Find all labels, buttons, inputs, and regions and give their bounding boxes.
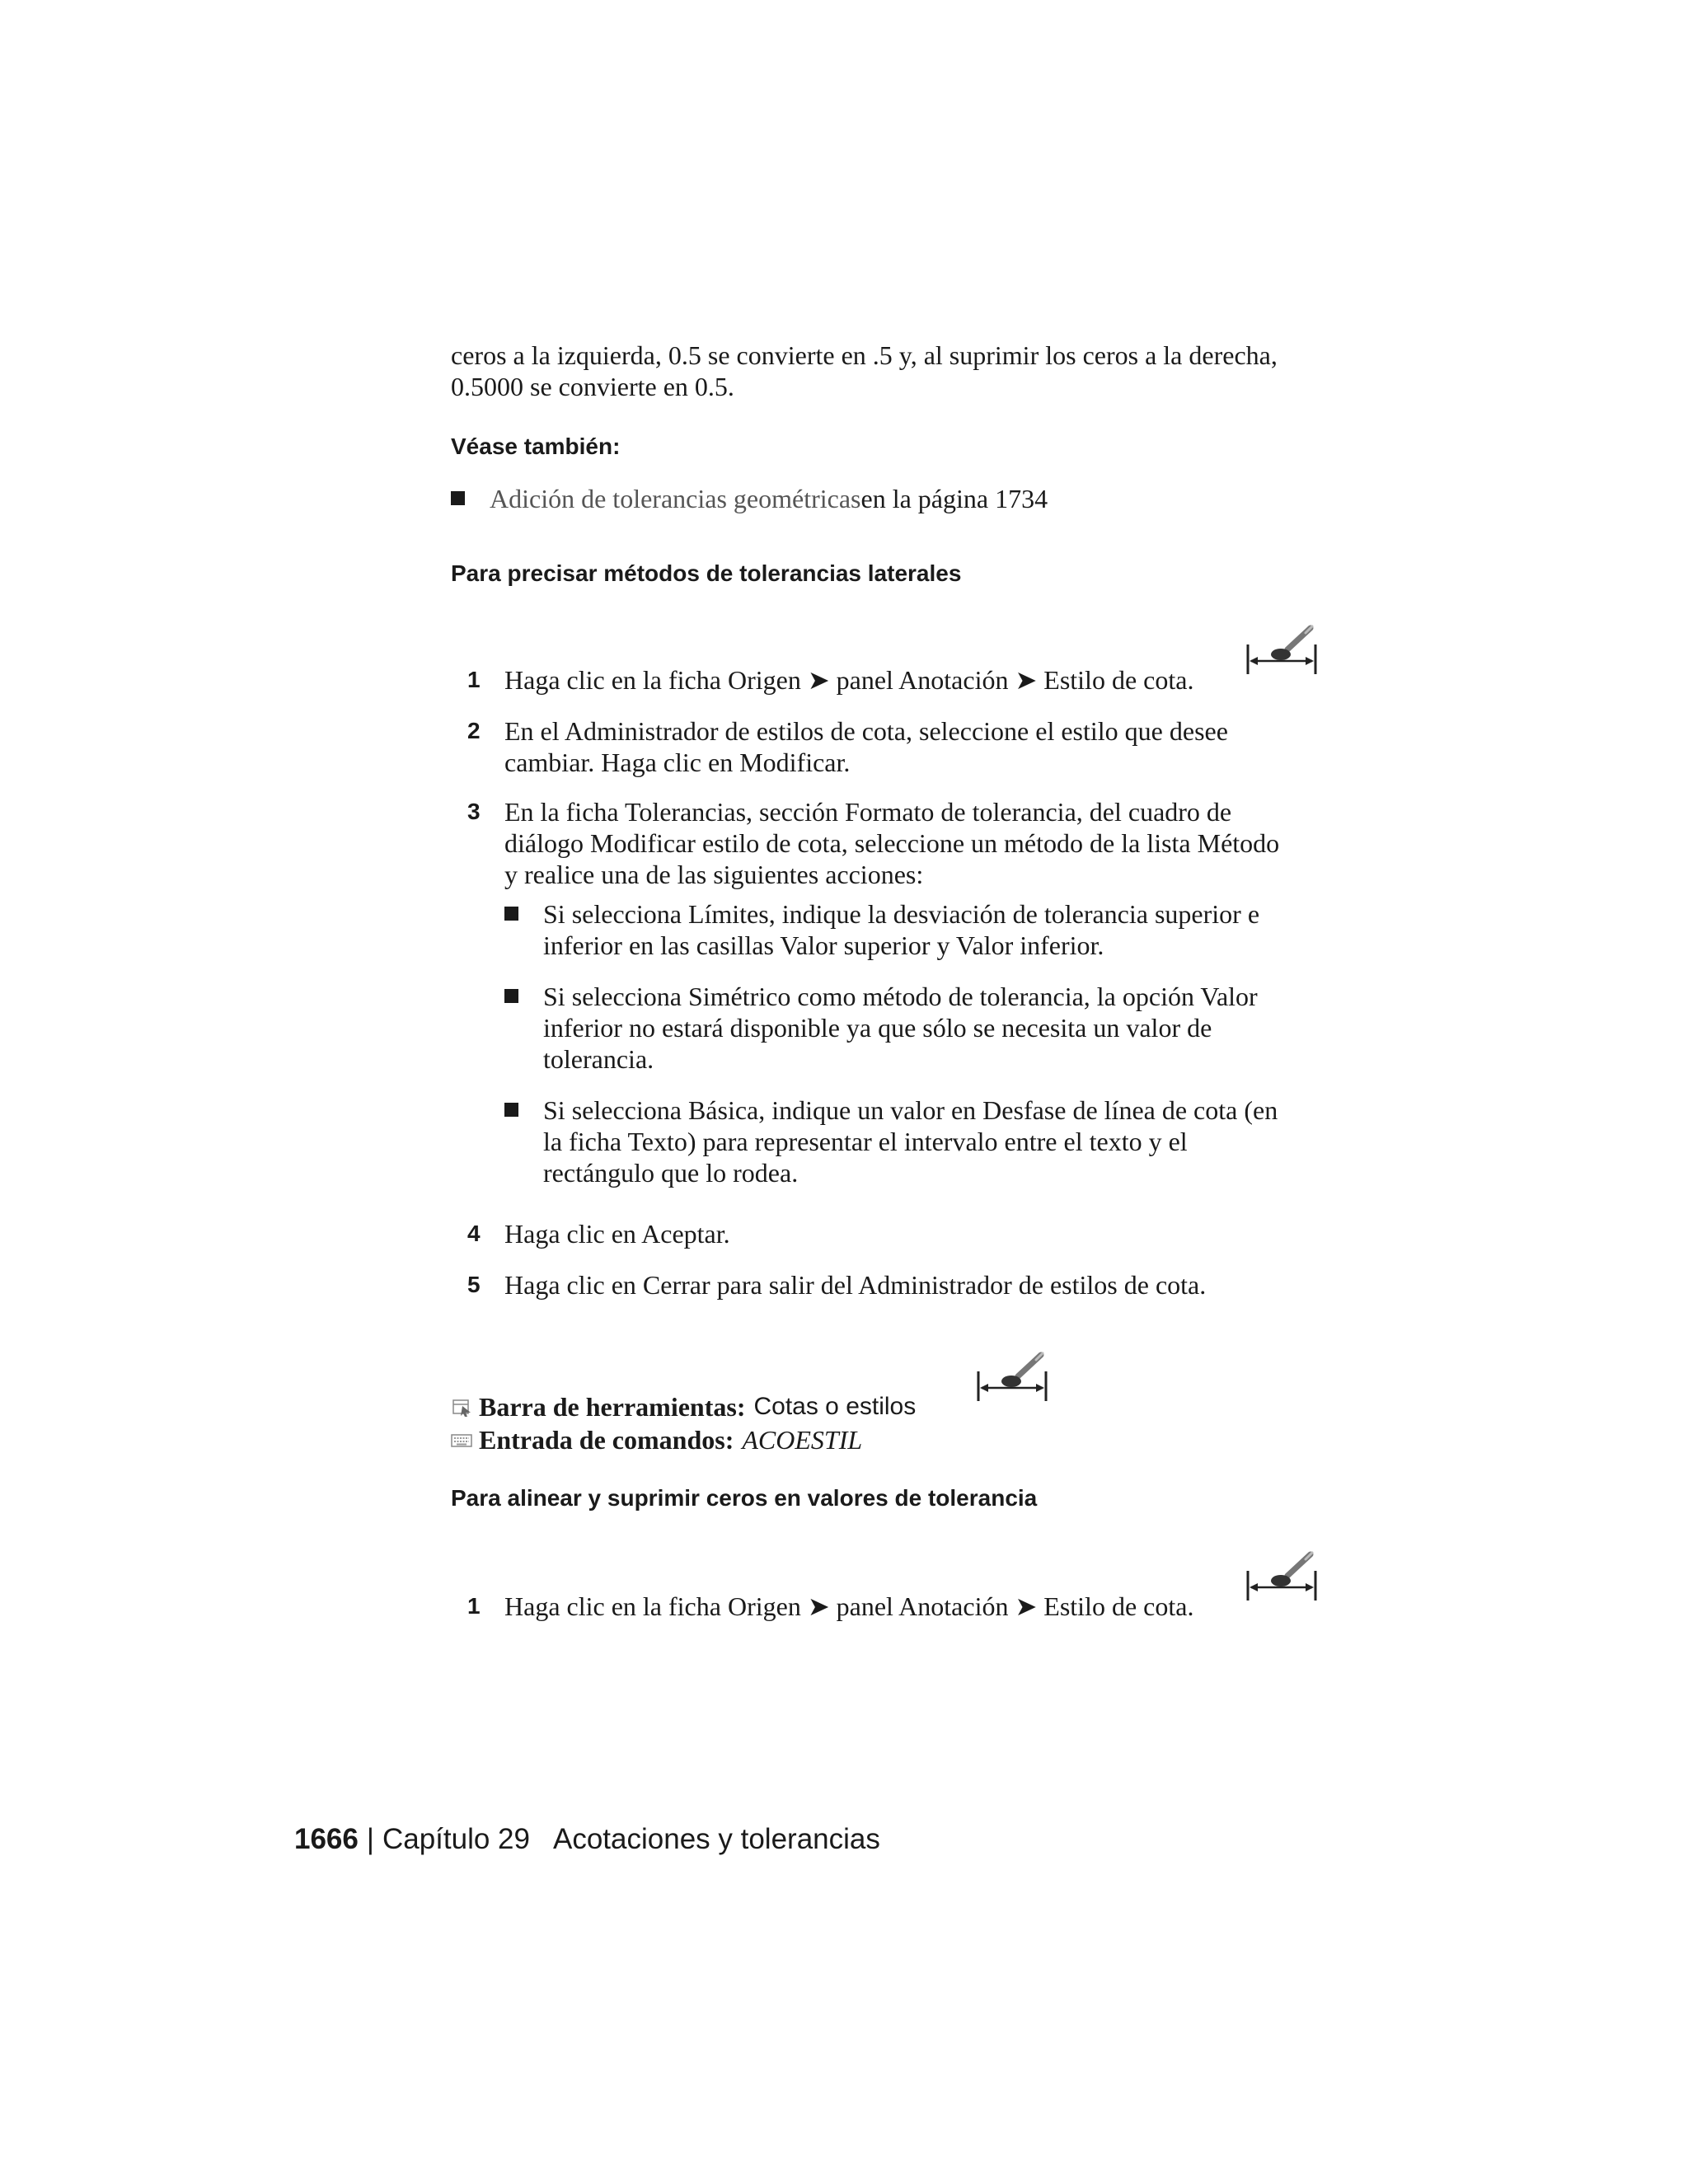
- intro-line: ceros a la izquierda, 0.5 se convierte en .5 y, al suprimir los ceros a la derecha,: [451, 340, 1278, 370]
- section-heading: Para alinear y suprimir ceros en valores de tolerancia: [451, 1485, 1038, 1511]
- step-number: 3: [467, 799, 481, 824]
- bullet-square: [504, 907, 518, 921]
- toolbar-info-row: [451, 1391, 916, 1422]
- step-number: 2: [467, 718, 481, 743]
- footer-separator: |: [366, 1823, 374, 1855]
- step-text: y realice una de las siguientes acciones:: [504, 860, 924, 889]
- dimension-style-icon: [975, 1352, 1049, 1403]
- command-info-row: [451, 1424, 862, 1455]
- intro-line: 0.5000 se convierte en 0.5.: [451, 372, 734, 401]
- sub-bullet-text: la ficha Texto) para representar el intervalo entre el texto y el: [543, 1127, 1188, 1156]
- see-also-suffix: en la página 1734: [860, 484, 1048, 513]
- sub-bullet-text: tolerancia.: [543, 1044, 654, 1074]
- toolbar-icon: [451, 1396, 472, 1418]
- step-number: 1: [467, 667, 481, 692]
- step-item: [467, 715, 1228, 778]
- page-number: 1666: [294, 1823, 359, 1855]
- toolbar-value: Cotas o estilos: [753, 1393, 917, 1420]
- see-also-link[interactable]: Adición de tolerancias geométricas: [490, 484, 861, 513]
- sub-bullet-item: [504, 981, 1258, 1075]
- sub-bullet-text: Si selecciona Límites, indique la desviación de tolerancia superior e: [543, 899, 1260, 929]
- step-text: diálogo Modificar estilo de cota, seleccione un método de la lista Método: [504, 828, 1280, 858]
- step-item: [467, 1218, 730, 1249]
- step-text: En el Administrador de estilos de cota, seleccione el estilo que desee: [504, 716, 1228, 746]
- see-also-item: [451, 483, 1048, 514]
- toolbar-label: Barra de herramientas:: [479, 1392, 746, 1422]
- dimension-style-icon: [1245, 1551, 1319, 1602]
- dimension-style-icon: [1245, 625, 1319, 676]
- sub-bullet-text: inferior no estará disponible ya que sólo se necesita un valor de: [543, 1013, 1212, 1043]
- step-item: [467, 1591, 1193, 1622]
- command-label: Entrada de comandos:: [479, 1425, 734, 1455]
- see-also-heading: Véase también:: [451, 434, 621, 459]
- sub-bullet-text: inferior en las casillas Valor superior y Valor inferior.: [543, 930, 1104, 960]
- step-item: [467, 1269, 1206, 1301]
- step-number: 4: [467, 1221, 481, 1246]
- step-number: 1: [467, 1593, 481, 1619]
- step-item: [467, 664, 1193, 696]
- step-text: En la ficha Tolerancias, sección Formato de tolerancia, del cuadro de: [504, 797, 1232, 827]
- sub-bullet-item: [504, 898, 1259, 961]
- sub-bullet-text: Si selecciona Básica, indique un valor en Desfase de línea de cota (en: [543, 1095, 1278, 1125]
- keyboard-icon: [451, 1429, 472, 1451]
- step-text: Haga clic en la ficha Origen ➤ panel Anotación ➤ Estilo de cota.: [504, 665, 1194, 695]
- bullet-square: [504, 989, 518, 1003]
- chapter-label: Capítulo 29: [382, 1823, 530, 1855]
- step-number: 5: [467, 1272, 481, 1297]
- chapter-title: Acotaciones y tolerancias: [553, 1823, 880, 1855]
- sub-bullet-item: [504, 1094, 1278, 1188]
- bullet-square: [504, 1103, 518, 1117]
- intro-paragraph: [451, 340, 1341, 402]
- sub-bullet-text: rectángulo que lo rodea.: [543, 1158, 799, 1188]
- step-text: cambiar. Haga clic en Modificar.: [504, 748, 851, 777]
- step-text: Haga clic en Aceptar.: [504, 1219, 730, 1249]
- command-value: ACOESTIL: [742, 1425, 863, 1455]
- step-text: Haga clic en la ficha Origen ➤ panel Anotación ➤ Estilo de cota.: [504, 1591, 1194, 1621]
- bullet-square: [451, 491, 465, 505]
- sub-bullet-text: Si selecciona Simétrico como método de tolerancia, la opción Valor: [543, 982, 1258, 1011]
- step-text: Haga clic en Cerrar para salir del Administrador de estilos de cota.: [504, 1270, 1207, 1300]
- section-heading: Para precisar métodos de tolerancias laterales: [451, 560, 962, 586]
- step-item: [467, 796, 1279, 890]
- page-footer: [294, 1821, 880, 1858]
